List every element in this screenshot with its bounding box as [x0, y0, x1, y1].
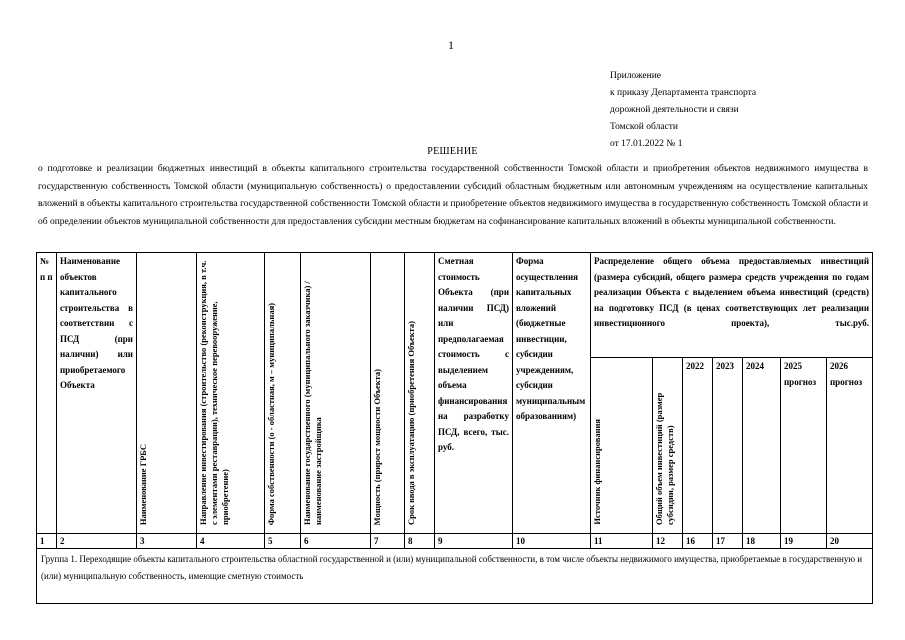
header-source: Источник финансирования — [591, 358, 653, 534]
header-year-2025: 2025 прогноз — [781, 358, 827, 534]
header-estimated-cost: Сметная стоимость Объекта (при наличии ПСД) или предполагаемая стоимость с выделением объема финансирования на разработку ПСД, всего, тыс. руб. — [435, 253, 513, 534]
column-number: 8 — [405, 533, 435, 548]
appendix-line: дорожной деятельности и связи — [610, 105, 739, 115]
header-grbs: Наименование ГРБС — [137, 253, 197, 534]
header-distribution: Распределение общего объема предоставляемых инвестиций (размера субсидий, общего размера средств учреждения по годам реализации Объекта с выделением объема инвестиций (средств) на подготовку ПСД (в ценах соответствующих лет реализации инвестиционного проекта), тыс.руб. — [591, 253, 873, 358]
column-number: 16 — [683, 533, 713, 548]
column-number: 6 — [301, 533, 371, 548]
header-customer: Наименование государственного (муниципального заказчика) / наименование застройщика — [301, 253, 371, 534]
header-total-volume: Общий объем инвестиций (размер субсидии, размер средств) — [653, 358, 683, 534]
appendix-line: Томской области — [610, 122, 678, 132]
column-number: 17 — [713, 533, 743, 548]
column-number: 9 — [435, 533, 513, 548]
column-number: 18 — [743, 533, 781, 548]
header-year-2024: 2024 — [743, 358, 781, 534]
header-object-name: Наименование объектов капитального строительства в соответствии с ПСД (при наличии) или приобретаемого Объекта — [57, 253, 137, 534]
document-title: РЕШЕНИЕ — [427, 146, 478, 157]
document-description: о подготовке и реализации бюджетных инвестиций в объекты капитального строительства государственной собственности Томской области и приобретения объектов недвижимого имущества в государственную собственность Томской области (муниципальную собственность) о предоставлении субсидий областным бюджетным или автономным учреждениям на осуществление капитальных вложений в объекты капитального строительства государственной собственности Томской области и приобретение объектов недвижимого имущества в государственную собственность Томской области и об определении объектов муниципальной собственности для предоставления субсидии местным бюджетам на софинансирование капитальных вложений в объекты муниципальной собственности. — [38, 164, 868, 227]
column-number: 12 — [653, 533, 683, 548]
appendix-line: Приложение — [610, 71, 661, 81]
header-direction: Направление инвестирования (строительство (реконструкция, в т.ч. с элементами реставрации), техническое перевооружение, приобретение) — [197, 253, 265, 534]
column-number: 4 — [197, 533, 265, 548]
column-number: 2 — [57, 533, 137, 548]
header-year-2026: 2026 прогноз — [827, 358, 873, 534]
appendix-line: от 17.01.2022 № 1 — [610, 139, 683, 149]
header-num: № п п — [37, 253, 57, 534]
column-number: 1 — [37, 533, 57, 548]
column-number: 20 — [827, 533, 873, 548]
column-number: 3 — [137, 533, 197, 548]
column-number: 19 — [781, 533, 827, 548]
column-number: 10 — [513, 533, 591, 548]
header-year-2022: 2022 — [683, 358, 713, 534]
column-number: 5 — [265, 533, 301, 548]
column-number-row — [37, 533, 873, 548]
column-number: 7 — [371, 533, 405, 548]
investment-table — [36, 252, 873, 604]
appendix-block — [610, 68, 756, 153]
header-year-2023: 2023 — [713, 358, 743, 534]
header-row — [37, 253, 873, 358]
page-number: 1 — [448, 38, 454, 52]
column-number: 11 — [591, 533, 653, 548]
group-1-label: Группа 1. Переходящие объекты капитального строительства областной государственной и (или) муниципальной собственности, в том числе объекты недвижимого имущества, приобретаемые в государственную и (или) муниципальную собственность, имеющие сметную стоимость — [37, 548, 873, 603]
appendix-line: к приказу Департамента транспорта — [610, 88, 757, 98]
header-ownership: Форма собственности (о - областная, м – муниципальная) — [265, 253, 301, 534]
header-capacity: Мощность (прирост мощности Объекта) — [371, 253, 405, 534]
header-investment-form: Форма осуществления капитальных вложений (бюджетные инвестиции, субсидии учреждениям, субсидии муниципальным образованиям) — [513, 253, 591, 534]
header-commissioning: Срок ввода в эксплуатацию (приобретения Объекта) — [405, 253, 435, 534]
group-row — [37, 548, 873, 603]
